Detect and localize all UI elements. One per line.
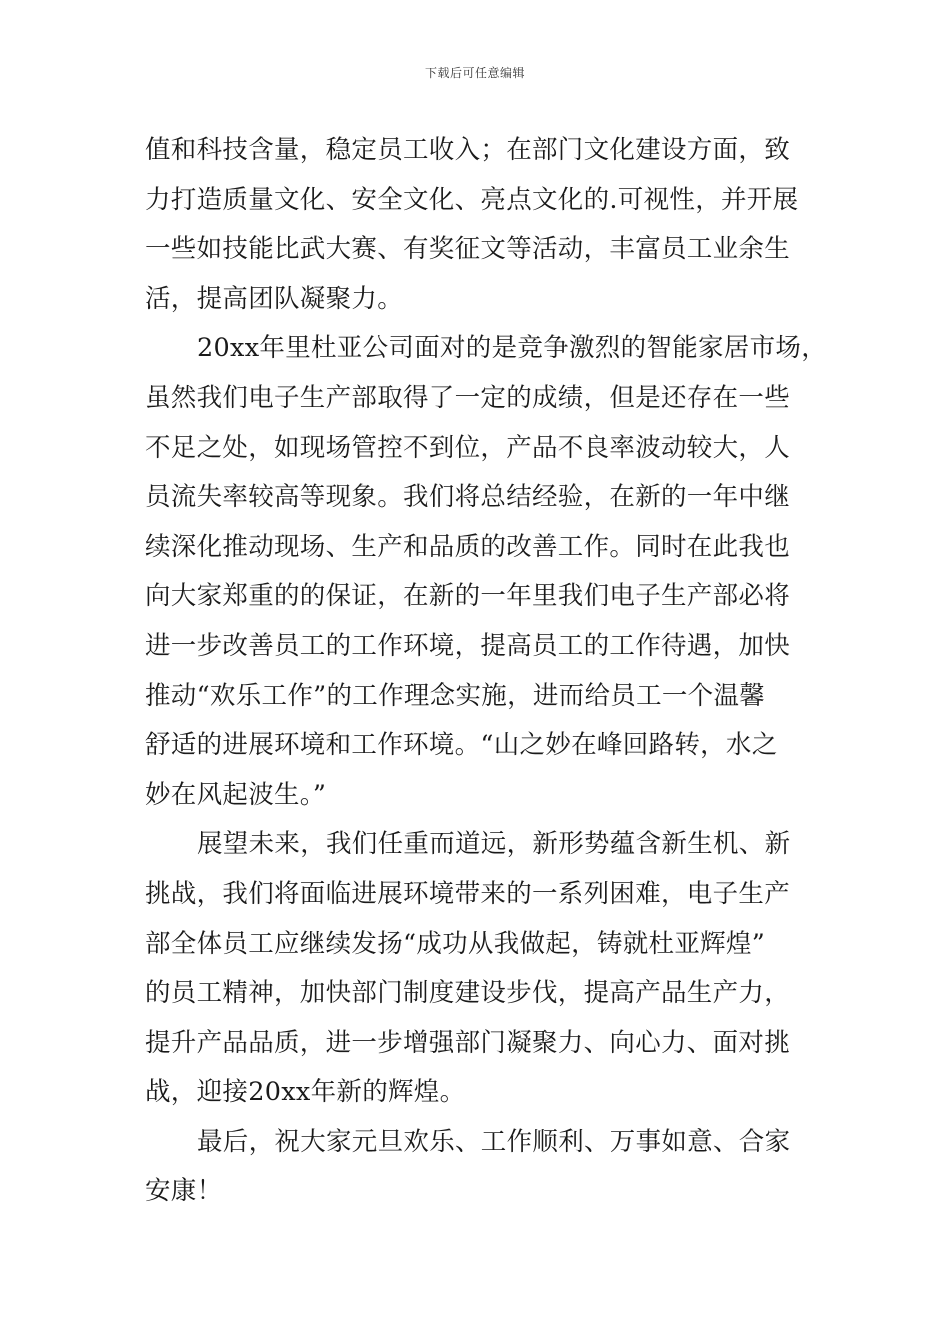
text-line: 20xx年里杜亚公司面对的是竞争激烈的智能家居市场， xyxy=(197,333,828,364)
text-line: 向大家郑重的的保证，在新的一年里我们电子生产部必将 xyxy=(145,581,791,612)
text-line: 最后，祝大家元旦欢乐、工作顺利、万事如意、合家 xyxy=(197,1126,791,1157)
text-line: 妙在风起波生。” xyxy=(145,779,327,810)
text-line: 的员工精神，加快部门制度建设步伐，提高产品生产力， xyxy=(145,978,791,1009)
text-line: 舒适的进展环境和工作环境。“山之妙在峰回路转，水之 xyxy=(145,730,778,761)
paragraph-3 xyxy=(145,820,810,1118)
text-line: 不足之处，如现场管控不到位，产品不良率波动较大，人 xyxy=(145,432,791,463)
text-line: 力打造质量文化、安全文化、亮点文化的.可视性，并开展 xyxy=(145,184,799,215)
text-line: 值和科技含量，稳定员工收入；在部门文化建设方面，致 xyxy=(145,135,791,165)
text-line: 战，迎接20xx年新的辉煌。 xyxy=(145,1077,466,1108)
text-line: 一些如技能比武大赛、有奖征文等活动，丰富员工业余生 xyxy=(145,234,791,265)
text-line: 部全体员工应继续发扬“成功从我做起，铸就杜亚辉煌” xyxy=(145,928,766,959)
page-header: 下载后可任意编辑 xyxy=(424,66,525,80)
text-line: 推动“欢乐工作”的工作理念实施，进而给员工一个温馨 xyxy=(145,680,766,711)
paragraph-1 xyxy=(145,126,810,324)
text-line: 员流失率较高等现象。我们将总结经验，在新的一年中继 xyxy=(145,482,791,513)
text-line: 虽然我们电子生产部取得了一定的成绩，但是还存在一些 xyxy=(145,382,791,413)
text-line: 提升产品品质，进一步增强部门凝聚力、向心力、面对挑 xyxy=(145,1027,791,1058)
text-line: 安康！ xyxy=(145,1176,223,1207)
document-body xyxy=(145,126,828,1217)
text-line: 挑战，我们将面临进展环境带来的一系列困难，电子生产 xyxy=(145,878,791,909)
paragraph-2 xyxy=(145,324,828,820)
text-line: 活，提高团队凝聚力。 xyxy=(145,283,404,314)
text-line: 进一步改善员工的工作环境，提高员工的工作待遇，加快 xyxy=(145,630,791,661)
paragraph-4 xyxy=(145,1118,810,1217)
text-line: 续深化推动现场、生产和品质的改善工作。同时在此我也 xyxy=(145,531,791,562)
text-line: 展望未来，我们任重而道远，新形势蕴含新生机、新 xyxy=(197,829,791,860)
